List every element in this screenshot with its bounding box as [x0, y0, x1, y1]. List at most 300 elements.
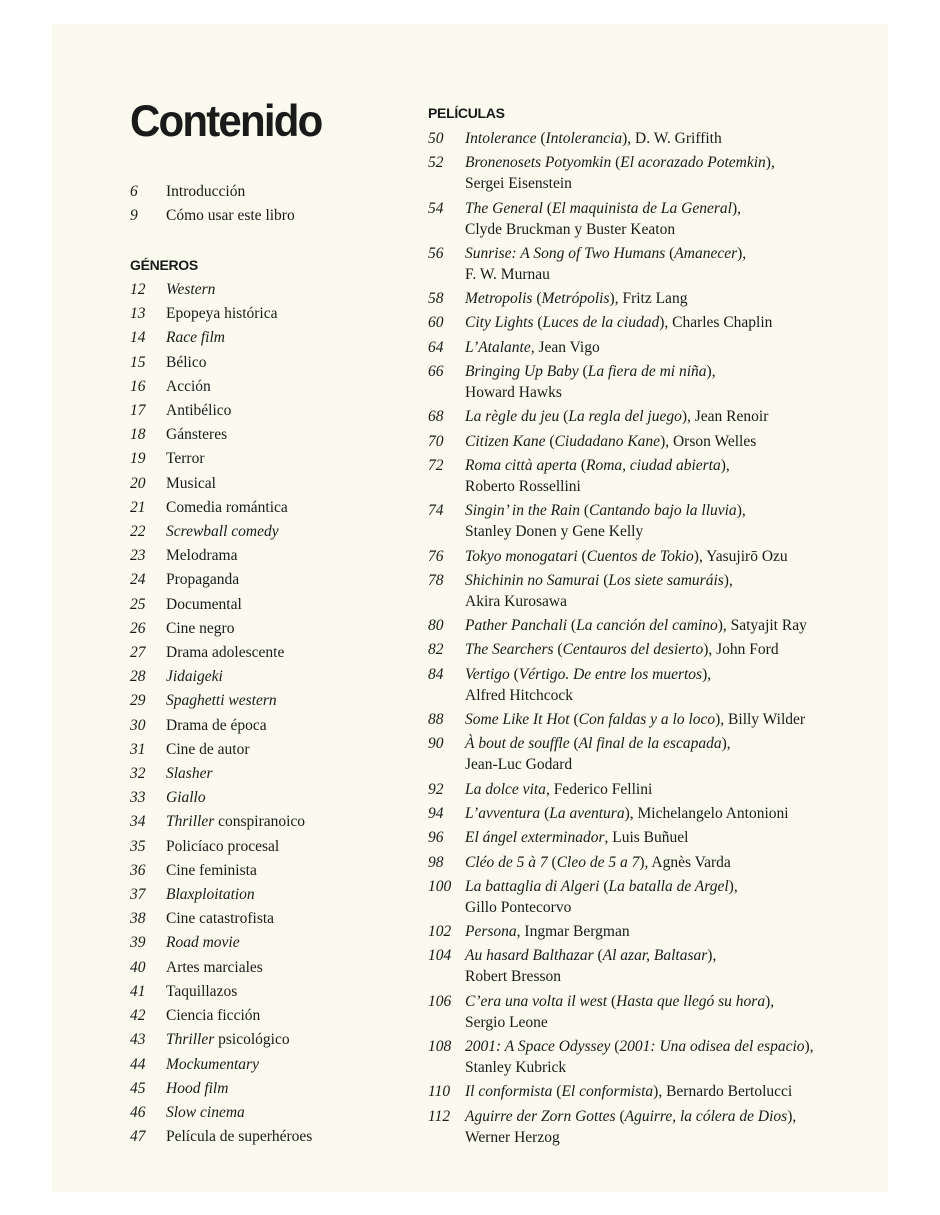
entry-line — [465, 1127, 848, 1148]
entry-text: F. W. Murnau — [465, 265, 550, 283]
entry-line — [465, 1106, 848, 1127]
entry-text: El acorazado Potemkin — [620, 154, 766, 172]
genero-row — [130, 1053, 312, 1077]
entry-text: El conformista — [561, 1083, 654, 1101]
page-number: 84 — [428, 665, 444, 683]
genero-row — [130, 810, 312, 834]
entry-text: Comedia romántica — [166, 498, 288, 516]
entry-line — [465, 406, 848, 427]
genero-row — [130, 520, 312, 544]
entry-text: Howard Hawks — [465, 384, 562, 402]
pelicula-row — [428, 312, 848, 333]
entry-text: Jidaigeki — [166, 668, 223, 686]
entry-text: Cine negro — [166, 619, 235, 637]
page-number: 40 — [130, 958, 146, 976]
entry-text: ), Yasujirō Ozu — [693, 547, 788, 565]
page-number: 110 — [428, 1083, 451, 1101]
entry-text: Hasta que llegó su hora — [616, 992, 766, 1010]
entry-text: ( — [610, 1038, 620, 1056]
entry-text: ( — [607, 992, 617, 1010]
entry-text: ( — [545, 432, 555, 450]
pelicula-row — [428, 128, 848, 149]
entry-line — [465, 264, 848, 285]
entry-text: ( — [553, 641, 563, 659]
entry-text: La dolce vita — [465, 780, 546, 798]
entry-title — [465, 337, 848, 358]
entry-text: ( — [552, 1083, 562, 1101]
page-number: 43 — [130, 1031, 146, 1049]
page-title: Contenido — [130, 96, 322, 146]
entry-text: ( — [599, 877, 609, 895]
entry-text: Aguirre, la cólera de Dios — [624, 1107, 788, 1125]
entry-title — [166, 375, 312, 399]
entry-text: ), Orson Welles — [660, 432, 757, 450]
entry-title — [166, 883, 312, 907]
entry-title — [465, 709, 848, 730]
genero-row — [130, 544, 312, 568]
page-number: 9 — [130, 207, 138, 225]
page-number: 68 — [428, 408, 444, 426]
entry-text: Cine catastrofista — [166, 910, 275, 928]
entry-text: Introducción — [166, 183, 246, 200]
genero-row — [130, 593, 312, 617]
entry-text: ( — [615, 1107, 625, 1125]
genero-row — [130, 738, 312, 762]
pelicula-row — [428, 876, 848, 918]
genero-row — [130, 375, 312, 399]
pelicula-row — [428, 500, 848, 542]
entry-text: Ciudadano Kane — [554, 432, 661, 450]
pelicula-row — [428, 243, 848, 285]
pelicula-row — [428, 709, 848, 730]
entry-text: La fiera de mi niña — [587, 363, 707, 381]
pelicula-row — [428, 431, 848, 452]
entry-text: Giallo — [166, 789, 206, 807]
page-number: 98 — [428, 853, 444, 871]
entry-text: Bronenosets Potyomkin — [465, 154, 612, 172]
page-number: 90 — [428, 735, 444, 753]
entry-title — [166, 351, 312, 375]
entry-title — [465, 615, 848, 636]
entry-text: Intolerance — [465, 130, 537, 147]
page-number: 38 — [130, 910, 146, 928]
entry-text: Drama de época — [166, 716, 267, 734]
page-number: 13 — [130, 305, 146, 323]
entry-title — [166, 835, 312, 859]
page-number: 82 — [428, 641, 444, 659]
entry-title — [166, 472, 312, 496]
entry-text: Bringing Up Baby — [465, 363, 579, 381]
entry-line — [465, 1012, 848, 1033]
genero-row — [130, 399, 312, 423]
page-number: 14 — [130, 329, 146, 347]
entry-text: Melodrama — [166, 547, 238, 565]
entry-text: Sunrise: A Song of Two Humans — [465, 244, 666, 262]
pelicula-row — [428, 733, 848, 775]
entry-title — [166, 447, 312, 471]
entry-line — [465, 615, 848, 636]
page-number: 20 — [130, 474, 146, 492]
page-number: 45 — [130, 1079, 146, 1097]
peliculas-list — [428, 128, 848, 1148]
entry-text: Policíaco procesal — [166, 837, 280, 855]
entry-text: Pather Panchali — [465, 617, 568, 635]
entry-text: ), Charles Chaplin — [659, 314, 773, 332]
entry-title — [166, 180, 295, 204]
genero-row — [130, 931, 312, 955]
entry-text: Thriller — [166, 813, 215, 831]
entry-text: Cine feminista — [166, 861, 257, 879]
entry-text: Akira Kurosawa — [465, 592, 568, 610]
entry-text: ( — [579, 502, 589, 520]
entry-text: Cantando bajo la lluvia — [589, 502, 737, 520]
entry-title — [166, 278, 312, 302]
entry-text: ), — [721, 735, 731, 753]
entry-title — [166, 544, 312, 568]
genero-row — [130, 423, 312, 447]
entry-text: ), — [737, 244, 747, 262]
entry-text: Aguirre der Zorn Gottes — [465, 1107, 616, 1125]
page-number: 64 — [428, 338, 444, 356]
page-number: 39 — [130, 934, 146, 952]
entry-text: Bélico — [166, 353, 207, 371]
entry-text: La aventura — [549, 804, 625, 822]
page-number: 35 — [130, 837, 146, 855]
page-number: 50 — [428, 130, 444, 147]
entry-title — [166, 399, 312, 423]
entry-title — [166, 714, 312, 738]
entry-title — [166, 302, 312, 326]
page-number: 102 — [428, 923, 452, 941]
page-number: 36 — [130, 861, 146, 879]
genero-row — [130, 689, 312, 713]
page-number: 74 — [428, 502, 444, 520]
pelicula-row — [428, 1081, 848, 1102]
entry-text: Citizen Kane — [465, 432, 546, 450]
entry-text: Clyde Bruckman y Buster Keaton — [465, 220, 676, 238]
pelicula-row — [428, 639, 848, 660]
page-number: 15 — [130, 353, 146, 371]
page-number: 70 — [428, 432, 444, 450]
page-number: 17 — [130, 402, 146, 420]
entry-text: ), — [720, 456, 730, 474]
entry-line — [465, 152, 848, 173]
peliculas-heading: PELÍCULAS — [428, 105, 505, 121]
entry-text: El ángel exterminador — [465, 829, 605, 847]
genero-row — [130, 568, 312, 592]
entry-text: L’avventura — [465, 804, 541, 822]
entry-text: , Ingmar Bergman — [516, 923, 630, 941]
entry-text: ), — [765, 992, 775, 1010]
entry-text: Vertigo — [465, 665, 510, 683]
page-number: 24 — [130, 571, 146, 589]
entry-line — [465, 591, 848, 612]
entry-text: ( — [567, 617, 577, 635]
entry-line — [465, 476, 848, 497]
page-number: 108 — [428, 1038, 452, 1056]
pelicula-row — [428, 198, 848, 240]
entry-title — [465, 431, 848, 452]
entry-text: Screwball comedy — [166, 523, 279, 541]
left-column — [130, 96, 410, 1146]
entry-text: ), Agnès Varda — [639, 853, 731, 871]
entry-text: ( — [547, 853, 557, 871]
entry-text: Road movie — [166, 934, 240, 952]
page-number: 33 — [130, 789, 146, 807]
entry-text: ), Bernardo Bertolucci — [653, 1083, 793, 1101]
entry-text: Slow cinema — [166, 1103, 245, 1121]
page-number: 47 — [130, 1128, 146, 1146]
entry-text: psicológico — [214, 1031, 290, 1049]
entry-text: ), Jean Renoir — [681, 408, 769, 426]
page-number: 44 — [130, 1055, 146, 1073]
page-number: 100 — [428, 877, 452, 895]
entry-text: Cléo de 5 à 7 — [465, 853, 548, 871]
entry-title — [465, 288, 848, 309]
entry-text: , Luis Buñuel — [604, 829, 689, 847]
page-number: 76 — [428, 547, 444, 565]
page-number: 6 — [130, 183, 138, 200]
entry-text: ), — [731, 199, 741, 217]
entry-text: ), Fritz Lang — [609, 290, 688, 308]
entry-line — [465, 921, 848, 942]
genero-row — [130, 351, 312, 375]
genero-row — [130, 1077, 312, 1101]
entry-text: ), — [804, 1038, 814, 1056]
entry-text: Jean-Luc Godard — [465, 756, 573, 774]
genero-row — [130, 786, 312, 810]
genero-row — [130, 302, 312, 326]
entry-text: ), Michelangelo Antonioni — [624, 804, 789, 822]
genero-row — [130, 859, 312, 883]
entry-title — [465, 779, 848, 800]
entry-text: La batalla de Argel — [608, 877, 729, 895]
page-number: 58 — [428, 290, 444, 308]
entry-line — [465, 455, 848, 476]
generos-heading: GÉNEROS — [130, 257, 198, 273]
entry-text: La règle du jeu — [465, 408, 560, 426]
genero-row — [130, 835, 312, 859]
page-number: 32 — [130, 765, 146, 783]
entry-text: ( — [569, 711, 579, 729]
entry-text: ( — [542, 199, 552, 217]
entry-title — [465, 827, 848, 848]
entry-title — [465, 1036, 848, 1078]
genero-row — [130, 1125, 312, 1149]
entry-line — [465, 1057, 848, 1078]
page-number: 26 — [130, 619, 146, 637]
entry-text: ), — [765, 154, 775, 172]
entry-text: Con faldas y a lo loco — [578, 711, 716, 729]
entry-text: ), John Ford — [703, 641, 779, 659]
pelicula-row — [428, 921, 848, 942]
entry-text: Roma città aperta — [465, 456, 577, 474]
entry-text: Taquillazos — [166, 982, 238, 1000]
entry-text: ), — [707, 947, 717, 965]
entry-title — [166, 689, 312, 713]
entry-line — [465, 219, 848, 240]
entry-line — [465, 361, 848, 382]
page-number: 96 — [428, 829, 444, 847]
entry-text: Robert Bresson — [465, 968, 562, 986]
entry-text: Cómo usar este libro — [166, 207, 295, 225]
entry-title — [465, 803, 848, 824]
entry-title — [166, 859, 312, 883]
entry-text: ( — [577, 547, 587, 565]
page-number: 25 — [130, 595, 146, 613]
entry-text: El maquinista de La General — [551, 199, 732, 217]
entry-line — [465, 876, 848, 897]
page-number: 21 — [130, 498, 146, 516]
entry-title — [465, 500, 848, 542]
entry-line — [465, 803, 848, 824]
entry-title — [166, 1053, 312, 1077]
intro-row — [130, 204, 295, 228]
genero-row — [130, 447, 312, 471]
entry-text: ), — [787, 1107, 797, 1125]
entry-line — [465, 754, 848, 775]
entry-text: C’era una volta il west — [465, 992, 608, 1010]
entry-text: Ciencia ficción — [166, 1007, 261, 1025]
page-number: 52 — [428, 154, 444, 172]
entry-title — [166, 204, 295, 228]
entry-text: Spaghetti western — [166, 692, 277, 710]
entry-title — [465, 152, 848, 194]
pelicula-row — [428, 779, 848, 800]
entry-text: Al azar, Baltasar — [602, 947, 708, 965]
page-number: 54 — [428, 199, 444, 217]
entry-title — [465, 455, 848, 497]
genero-row — [130, 1101, 312, 1125]
entry-title — [166, 1077, 312, 1101]
page-number: 29 — [130, 692, 146, 710]
entry-line — [465, 337, 848, 358]
entry-line — [465, 852, 848, 873]
entry-title — [166, 956, 312, 980]
entry-text: Los siete samuráis — [608, 571, 724, 589]
entry-title — [465, 243, 848, 285]
genero-row — [130, 1004, 312, 1028]
entry-text: La battaglia di Algeri — [465, 877, 600, 895]
entry-title — [166, 786, 312, 810]
entry-text: , Federico Fellini — [545, 780, 653, 798]
entry-title — [166, 496, 312, 520]
entry-text: Acción — [166, 377, 211, 395]
entry-line — [465, 570, 848, 591]
entry-text: Tokyo monogatari — [465, 547, 578, 565]
entry-title — [166, 1125, 312, 1149]
entry-title — [465, 664, 848, 706]
entry-text: Cleo de 5 a 7 — [556, 853, 640, 871]
entry-title — [166, 593, 312, 617]
entry-line — [465, 779, 848, 800]
page-number: 12 — [130, 281, 146, 298]
page-number: 112 — [428, 1107, 451, 1125]
pelicula-row — [428, 152, 848, 194]
pelicula-row — [428, 803, 848, 824]
pelicula-row — [428, 546, 848, 567]
entry-title — [166, 738, 312, 762]
entry-text: Metrópolis — [541, 290, 610, 308]
entry-text: Cine de autor — [166, 740, 250, 758]
entry-text: Gillo Pontecorvo — [465, 898, 572, 916]
page-number: 30 — [130, 716, 146, 734]
page-number: 106 — [428, 992, 452, 1010]
entry-text: City Lights — [465, 314, 534, 332]
pelicula-row — [428, 945, 848, 987]
entry-text: ), D. W. Griffith — [622, 130, 722, 147]
pelicula-row — [428, 1106, 848, 1148]
pelicula-row — [428, 455, 848, 497]
entry-title — [166, 641, 312, 665]
entry-title — [465, 945, 848, 987]
genero-row — [130, 496, 312, 520]
page-number: 28 — [130, 668, 146, 686]
entry-line — [465, 288, 848, 309]
entry-text: Jean Vigo — [534, 338, 600, 356]
pelicula-row — [428, 1036, 848, 1078]
entry-title — [166, 617, 312, 641]
entry-title — [166, 423, 312, 447]
entry-text: Shichinin no Samurai — [465, 571, 600, 589]
entry-line — [465, 733, 848, 754]
entry-text: Sergio Leone — [465, 1013, 548, 1031]
entry-text: Centauros del desierto — [562, 641, 704, 659]
entry-text: The Searchers — [465, 641, 554, 659]
entry-text: 2001: Una odisea del espacio — [619, 1038, 805, 1056]
page-number: 18 — [130, 426, 146, 444]
intro-row — [130, 180, 295, 204]
entry-text: Roma, ciudad abierta — [585, 456, 721, 474]
entry-text: Antibélico — [166, 402, 232, 420]
page-number: 104 — [428, 947, 452, 965]
page-number: 88 — [428, 711, 444, 729]
entry-line — [465, 431, 848, 452]
entry-text: ( — [593, 947, 603, 965]
entry-line — [465, 991, 848, 1012]
entry-text: ), Billy Wilder — [715, 711, 806, 729]
entry-title — [166, 762, 312, 786]
pelicula-row — [428, 361, 848, 403]
entry-line — [465, 945, 848, 966]
pelicula-row — [428, 664, 848, 706]
entry-text: Película de superhéroes — [166, 1128, 313, 1146]
genero-row — [130, 907, 312, 931]
page-number: 56 — [428, 244, 444, 262]
entry-text: Blaxploitation — [166, 886, 255, 904]
entry-text: ( — [611, 154, 621, 172]
entry-text: Vértigo. De entre los muertos — [518, 665, 703, 683]
entry-title — [166, 980, 312, 1004]
entry-text: Race film — [166, 329, 225, 347]
entry-line — [465, 664, 848, 685]
entry-text: Slasher — [166, 765, 213, 783]
entry-text: ), — [706, 363, 716, 381]
entry-text: Stanley Kubrick — [465, 1059, 567, 1077]
entry-title — [166, 1004, 312, 1028]
entry-text: ( — [540, 804, 550, 822]
entry-text: ), Satyajit Ray — [717, 617, 807, 635]
entry-text: ( — [559, 408, 569, 426]
entry-text: Roberto Rossellini — [465, 477, 581, 495]
entry-text: Documental — [166, 595, 242, 613]
entry-line — [465, 827, 848, 848]
entry-title — [465, 852, 848, 873]
entry-line — [465, 546, 848, 567]
entry-text: ( — [569, 735, 579, 753]
page-number: 42 — [130, 1007, 146, 1025]
pelicula-row — [428, 852, 848, 873]
